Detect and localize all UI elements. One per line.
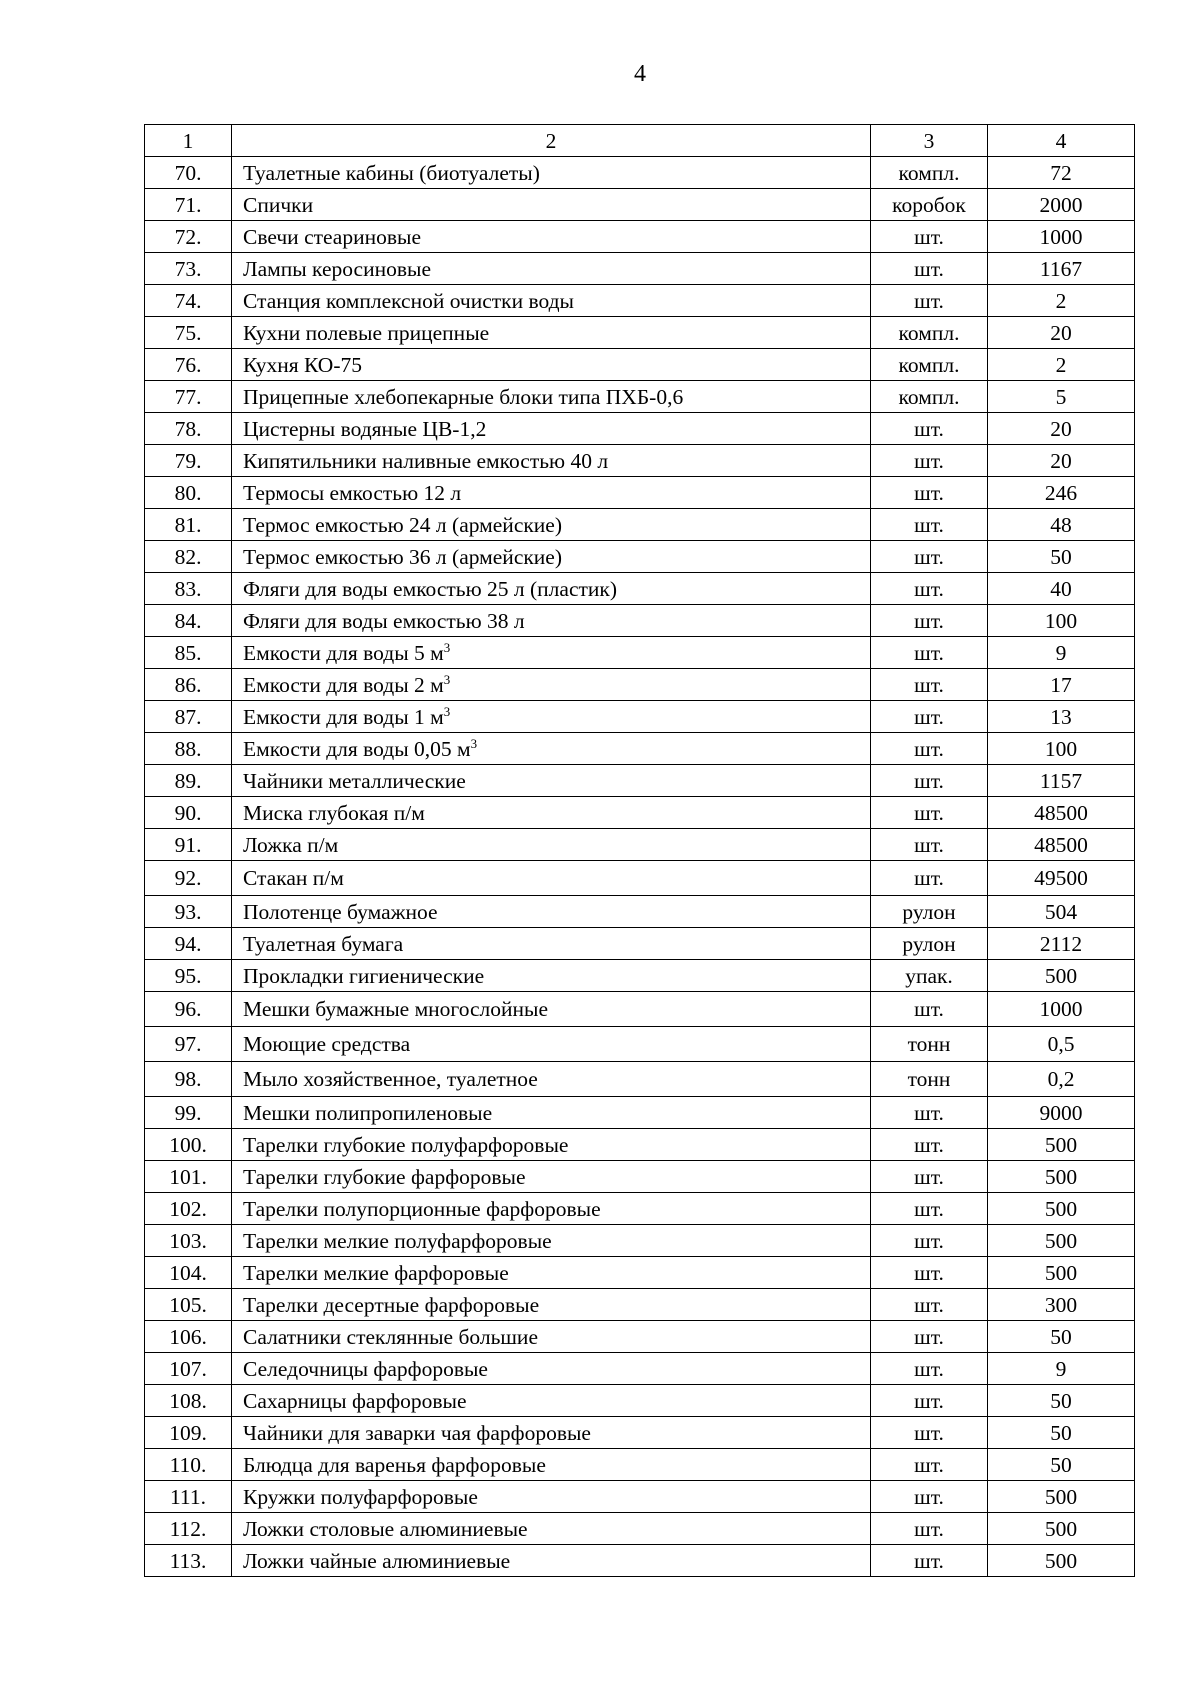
quantity: 500	[988, 1193, 1135, 1225]
row-number: 103.	[145, 1225, 232, 1257]
quantity: 17	[988, 669, 1135, 701]
column-header-number: 1	[145, 125, 232, 157]
item-name: Стакан п/м	[243, 866, 344, 890]
row-number: 72.	[145, 221, 232, 253]
table-row	[145, 189, 1135, 221]
item-name: Емкости для воды 2 м	[243, 672, 444, 697]
item-name-cell	[232, 189, 871, 221]
item-name: Емкости для воды 5 м	[243, 640, 444, 665]
table-row	[145, 1481, 1135, 1513]
table-row	[145, 733, 1135, 765]
table-row	[145, 317, 1135, 349]
quantity: 2000	[988, 189, 1135, 221]
item-name-cell	[232, 928, 871, 960]
item-name-cell	[232, 413, 871, 445]
item-name: Емкости для воды 1 м	[243, 704, 444, 729]
unit-of-measure: шт.	[871, 701, 988, 733]
unit-of-measure: шт.	[871, 1193, 988, 1225]
row-number: 96.	[145, 992, 232, 1027]
quantity: 9	[988, 637, 1135, 669]
item-name: Тарелки глубокие полуфарфоровые	[243, 1132, 569, 1157]
quantity: 246	[988, 477, 1135, 509]
item-name-cell	[232, 1225, 871, 1257]
page-number: 4	[634, 61, 646, 87]
item-name-cell	[232, 1545, 871, 1577]
item-name: Сахарницы фарфоровые	[243, 1388, 467, 1413]
table-row	[145, 1545, 1135, 1577]
quantity: 500	[988, 1161, 1135, 1193]
item-name: Мыло хозяйственное, туалетное	[243, 1067, 538, 1091]
item-name: Кипятильники наливные емкостью 40 л	[243, 448, 609, 473]
item-name: Фляги для воды емкостью 38 л	[243, 608, 525, 633]
item-name-cell	[232, 1289, 871, 1321]
row-number: 84.	[145, 605, 232, 637]
unit-of-measure: шт.	[871, 541, 988, 573]
item-name: Термос емкостью 36 л (армейские)	[243, 544, 563, 569]
quantity: 50	[988, 1385, 1135, 1417]
unit-of-measure: шт.	[871, 1385, 988, 1417]
quantity: 0,5	[988, 1027, 1135, 1062]
table-row	[145, 1225, 1135, 1257]
table-row	[145, 829, 1135, 861]
item-name: Кружки полуфарфоровые	[243, 1484, 478, 1509]
supply-table	[144, 124, 1135, 1577]
item-name: Фляги для воды емкостью 25 л (пластик)	[243, 576, 617, 601]
item-name-cell	[232, 1062, 871, 1097]
table-row	[145, 1062, 1135, 1097]
table-row	[145, 509, 1135, 541]
item-name: Термос емкостью 24 л (армейские)	[243, 512, 563, 537]
quantity: 13	[988, 701, 1135, 733]
item-name: Салатники стеклянные большие	[243, 1324, 538, 1349]
item-name: Емкости для воды 0,05 м	[243, 736, 471, 761]
table-row	[145, 1385, 1135, 1417]
table-row	[145, 1193, 1135, 1225]
quantity: 1000	[988, 221, 1135, 253]
quantity: 48500	[988, 829, 1135, 861]
unit-of-measure: шт.	[871, 1321, 988, 1353]
table-row	[145, 285, 1135, 317]
quantity: 20	[988, 445, 1135, 477]
unit-of-measure: компл.	[871, 349, 988, 381]
item-name: Цистерны водяные ЦВ-1,2	[243, 416, 487, 441]
row-number: 106.	[145, 1321, 232, 1353]
row-number: 108.	[145, 1385, 232, 1417]
item-name-cell	[232, 1417, 871, 1449]
unit-of-measure: шт.	[871, 861, 988, 896]
unit-of-measure: шт.	[871, 1481, 988, 1513]
quantity: 50	[988, 1321, 1135, 1353]
table-row	[145, 896, 1135, 928]
quantity: 5	[988, 381, 1135, 413]
unit-of-measure: шт.	[871, 573, 988, 605]
quantity: 40	[988, 573, 1135, 605]
quantity: 48	[988, 509, 1135, 541]
table-row	[145, 477, 1135, 509]
item-name: Тарелки глубокие фарфоровые	[243, 1164, 526, 1189]
table-row	[145, 1321, 1135, 1353]
quantity: 49500	[988, 861, 1135, 896]
row-number: 81.	[145, 509, 232, 541]
item-name-cell	[232, 765, 871, 797]
item-name-cell	[232, 960, 871, 992]
unit-of-measure: рулон	[871, 928, 988, 960]
unit-of-measure: шт.	[871, 797, 988, 829]
table-body	[145, 157, 1135, 1577]
item-name-cell	[232, 573, 871, 605]
unit-of-measure: шт.	[871, 1513, 988, 1545]
row-number: 111.	[145, 1481, 232, 1513]
row-number: 87.	[145, 701, 232, 733]
unit-exponent: 3	[443, 640, 451, 655]
table-row	[145, 1449, 1135, 1481]
unit-of-measure: компл.	[871, 317, 988, 349]
row-number: 105.	[145, 1289, 232, 1321]
table-row	[145, 573, 1135, 605]
item-name-cell	[232, 829, 871, 861]
item-name-cell	[232, 445, 871, 477]
item-name: Лампы керосиновые	[243, 256, 431, 281]
quantity: 2112	[988, 928, 1135, 960]
item-name-cell	[232, 1481, 871, 1513]
quantity: 500	[988, 1545, 1135, 1577]
unit-exponent: 3	[470, 736, 478, 751]
quantity: 500	[988, 1225, 1135, 1257]
item-name: Тарелки десертные фарфоровые	[243, 1292, 540, 1317]
table-row	[145, 253, 1135, 285]
quantity: 9000	[988, 1097, 1135, 1129]
item-name: Тарелки мелкие фарфоровые	[243, 1260, 509, 1285]
unit-of-measure: шт.	[871, 637, 988, 669]
row-number: 90.	[145, 797, 232, 829]
table-row	[145, 1097, 1135, 1129]
item-name: Туалетная бумага	[243, 931, 404, 956]
table-row	[145, 669, 1135, 701]
item-name: Прокладки гигиенические	[243, 963, 485, 988]
quantity: 300	[988, 1289, 1135, 1321]
item-name: Чайники для заварки чая фарфоровые	[243, 1420, 591, 1445]
item-name-cell	[232, 221, 871, 253]
unit-of-measure: шт.	[871, 1257, 988, 1289]
item-name-cell	[232, 701, 871, 733]
unit-of-measure: тонн	[871, 1062, 988, 1097]
table-row	[145, 157, 1135, 189]
item-name: Мешки полипропиленовые	[243, 1100, 493, 1125]
row-number: 97.	[145, 1027, 232, 1062]
unit-of-measure: шт.	[871, 445, 988, 477]
row-number: 88.	[145, 733, 232, 765]
table-row	[145, 1129, 1135, 1161]
row-number: 110.	[145, 1449, 232, 1481]
table-row	[145, 928, 1135, 960]
item-name: Миска глубокая п/м	[243, 800, 425, 825]
quantity: 500	[988, 1513, 1135, 1545]
row-number: 70.	[145, 157, 232, 189]
item-name-cell	[232, 861, 871, 896]
unit-of-measure: шт.	[871, 509, 988, 541]
table-row	[145, 541, 1135, 573]
item-name-cell	[232, 157, 871, 189]
unit-of-measure: шт.	[871, 605, 988, 637]
row-number: 73.	[145, 253, 232, 285]
row-number: 93.	[145, 896, 232, 928]
table-row	[145, 349, 1135, 381]
row-number: 94.	[145, 928, 232, 960]
quantity: 50	[988, 1417, 1135, 1449]
row-number: 109.	[145, 1417, 232, 1449]
row-number: 112.	[145, 1513, 232, 1545]
row-number: 101.	[145, 1161, 232, 1193]
unit-of-measure: шт.	[871, 221, 988, 253]
item-name-cell	[232, 605, 871, 637]
unit-of-measure: шт.	[871, 1225, 988, 1257]
item-name-cell	[232, 1097, 871, 1129]
item-name-cell	[232, 1161, 871, 1193]
unit-exponent: 3	[443, 704, 451, 719]
row-number: 98.	[145, 1062, 232, 1097]
row-number: 113.	[145, 1545, 232, 1577]
row-number: 78.	[145, 413, 232, 445]
quantity: 50	[988, 1449, 1135, 1481]
unit-of-measure: шт.	[871, 1129, 988, 1161]
row-number: 80.	[145, 477, 232, 509]
item-name-cell	[232, 349, 871, 381]
table-row	[145, 1417, 1135, 1449]
table-row	[145, 1289, 1135, 1321]
item-name-cell	[232, 637, 871, 669]
quantity: 2	[988, 349, 1135, 381]
column-header-quantity: 4	[988, 125, 1135, 157]
unit-of-measure: шт.	[871, 1289, 988, 1321]
row-number: 75.	[145, 317, 232, 349]
item-name-cell	[232, 509, 871, 541]
unit-of-measure: шт.	[871, 285, 988, 317]
table-row	[145, 1353, 1135, 1385]
item-name: Блюдца для варенья фарфоровые	[243, 1452, 546, 1477]
quantity: 9	[988, 1353, 1135, 1385]
column-header-unit: 3	[871, 125, 988, 157]
item-name: Кухня КО-75	[243, 352, 362, 377]
item-name: Тарелки полупорционные фарфоровые	[243, 1196, 601, 1221]
quantity: 100	[988, 605, 1135, 637]
unit-of-measure: шт.	[871, 1545, 988, 1577]
column-header-name: 2	[232, 125, 871, 157]
quantity: 500	[988, 1257, 1135, 1289]
unit-of-measure: шт.	[871, 1449, 988, 1481]
item-name: Ложки столовые алюминиевые	[243, 1516, 528, 1541]
unit-of-measure: шт.	[871, 477, 988, 509]
table-row	[145, 960, 1135, 992]
unit-of-measure: упак.	[871, 960, 988, 992]
item-name-cell	[232, 253, 871, 285]
unit-of-measure: рулон	[871, 896, 988, 928]
quantity: 1157	[988, 765, 1135, 797]
table-header-row	[145, 125, 1135, 157]
row-number: 92.	[145, 861, 232, 896]
item-name-cell	[232, 1449, 871, 1481]
unit-of-measure: шт.	[871, 829, 988, 861]
quantity: 100	[988, 733, 1135, 765]
unit-of-measure: шт.	[871, 1097, 988, 1129]
item-name-cell	[232, 669, 871, 701]
quantity: 72	[988, 157, 1135, 189]
table-row	[145, 413, 1135, 445]
quantity: 1000	[988, 992, 1135, 1027]
table-row	[145, 1161, 1135, 1193]
table-row	[145, 605, 1135, 637]
row-number: 71.	[145, 189, 232, 221]
item-name: Термосы емкостью 12 л	[243, 480, 462, 505]
row-number: 85.	[145, 637, 232, 669]
unit-of-measure: шт.	[871, 1161, 988, 1193]
item-name-cell	[232, 1353, 871, 1385]
table-row	[145, 861, 1135, 896]
row-number: 79.	[145, 445, 232, 477]
quantity: 20	[988, 413, 1135, 445]
row-number: 100.	[145, 1129, 232, 1161]
item-name: Туалетные кабины (биотуалеты)	[243, 160, 540, 185]
item-name-cell	[232, 1129, 871, 1161]
unit-of-measure: тонн	[871, 1027, 988, 1062]
unit-of-measure: коробок	[871, 189, 988, 221]
item-name: Полотенце бумажное	[243, 899, 438, 924]
table-row	[145, 797, 1135, 829]
item-name-cell	[232, 1257, 871, 1289]
item-name: Моющие средства	[243, 1032, 411, 1056]
table-row	[145, 221, 1135, 253]
quantity: 1167	[988, 253, 1135, 285]
row-number: 95.	[145, 960, 232, 992]
item-name-cell	[232, 797, 871, 829]
table-row	[145, 765, 1135, 797]
row-number: 77.	[145, 381, 232, 413]
item-name: Спички	[243, 192, 314, 217]
row-number: 76.	[145, 349, 232, 381]
quantity: 500	[988, 960, 1135, 992]
item-name-cell	[232, 477, 871, 509]
item-name: Ложки чайные алюминиевые	[243, 1548, 511, 1573]
item-name-cell	[232, 1027, 871, 1062]
item-name: Ложка п/м	[243, 832, 339, 857]
unit-of-measure: компл.	[871, 157, 988, 189]
row-number: 102.	[145, 1193, 232, 1225]
item-name: Тарелки мелкие полуфарфоровые	[243, 1228, 552, 1253]
table-row	[145, 445, 1135, 477]
row-number: 89.	[145, 765, 232, 797]
unit-of-measure: шт.	[871, 669, 988, 701]
item-name: Кухни полевые прицепные	[243, 320, 490, 345]
item-name: Чайники металлические	[243, 768, 466, 793]
item-name-cell	[232, 1513, 871, 1545]
item-name-cell	[232, 381, 871, 413]
unit-exponent: 3	[443, 672, 451, 687]
row-number: 104.	[145, 1257, 232, 1289]
unit-of-measure: компл.	[871, 381, 988, 413]
item-name-cell	[232, 285, 871, 317]
row-number: 86.	[145, 669, 232, 701]
quantity: 504	[988, 896, 1135, 928]
row-number: 99.	[145, 1097, 232, 1129]
unit-of-measure: шт.	[871, 253, 988, 285]
item-name: Прицепные хлебопекарные блоки типа ПХБ-0,6	[243, 384, 684, 409]
row-number: 83.	[145, 573, 232, 605]
quantity: 0,2	[988, 1062, 1135, 1097]
table-row	[145, 1257, 1135, 1289]
unit-of-measure: шт.	[871, 1353, 988, 1385]
unit-of-measure: шт.	[871, 765, 988, 797]
unit-of-measure: шт.	[871, 413, 988, 445]
item-name-cell	[232, 1385, 871, 1417]
row-number: 82.	[145, 541, 232, 573]
item-name-cell	[232, 1321, 871, 1353]
item-name: Свечи стеариновые	[243, 224, 422, 249]
unit-of-measure: шт.	[871, 1417, 988, 1449]
table-row	[145, 1027, 1135, 1062]
table-row	[145, 381, 1135, 413]
quantity: 500	[988, 1129, 1135, 1161]
quantity: 20	[988, 317, 1135, 349]
item-name-cell	[232, 733, 871, 765]
row-number: 74.	[145, 285, 232, 317]
item-name-cell	[232, 541, 871, 573]
quantity: 48500	[988, 797, 1135, 829]
item-name-cell	[232, 992, 871, 1027]
item-name-cell	[232, 317, 871, 349]
item-name-cell	[232, 896, 871, 928]
item-name: Мешки бумажные многослойные	[243, 997, 549, 1021]
item-name-cell	[232, 1193, 871, 1225]
table-row	[145, 637, 1135, 669]
row-number: 107.	[145, 1353, 232, 1385]
table-row	[145, 1513, 1135, 1545]
table-row	[145, 701, 1135, 733]
unit-of-measure: шт.	[871, 992, 988, 1027]
quantity: 2	[988, 285, 1135, 317]
row-number: 91.	[145, 829, 232, 861]
item-name: Станция комплексной очистки воды	[243, 288, 575, 313]
item-name: Селедочницы фарфоровые	[243, 1356, 488, 1381]
table-row	[145, 992, 1135, 1027]
quantity: 500	[988, 1481, 1135, 1513]
quantity: 50	[988, 541, 1135, 573]
unit-of-measure: шт.	[871, 733, 988, 765]
